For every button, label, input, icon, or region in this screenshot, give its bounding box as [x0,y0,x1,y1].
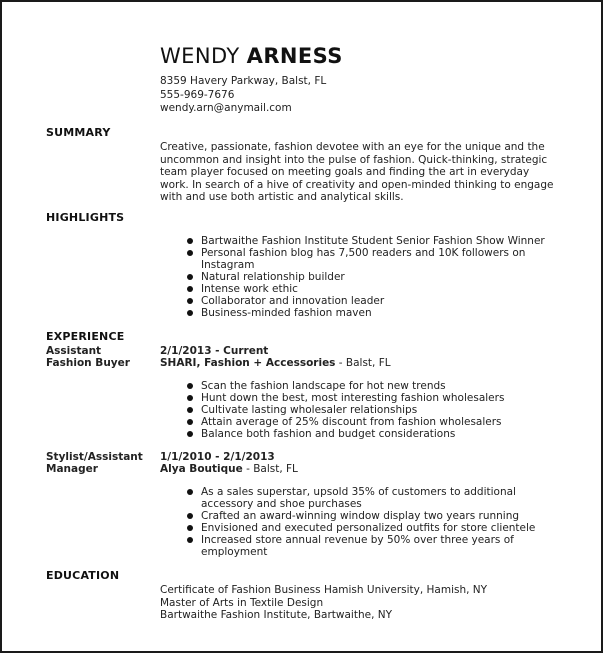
highlights-heading: HIGHLIGHTS [46,211,125,224]
job-dates: 2/1/2013 - Current [160,345,269,357]
job-bullets [160,380,560,440]
company-location: - Balst, FL [335,357,391,369]
company-name: Alya Boutique [160,463,243,475]
list-item: Attain average of 25% discount from fashion wholesalers [160,416,560,428]
summary-text: Creative, passionate, fashion devotee with an eye for the unique and the uncommon and insight into the pulse of fashion. Quick-thinking, strategic team player focused on meeting goals and finding the art in everyday work. In search of a hive of creativity and open-minded thinking to engage with and use both artistic and analytical skills. [160,141,554,203]
contact-block [160,75,326,116]
list-item: Personal fashion blog has 7,500 readers and 10K followers on Instagram [160,247,560,271]
highlights-list [160,235,560,319]
list-item: Envisioned and executed personalized outfits for store clientele [160,522,560,534]
last-name: ARNESS [246,44,343,68]
job-title: Assistant Fashion Buyer [46,345,130,369]
education-line: Bartwaithe Fashion Institute, Bartwaithe, NY [160,609,393,621]
job-meta [160,345,391,369]
company-location: - Balst, FL [242,463,298,475]
education-heading: EDUCATION [46,569,120,582]
list-item: Natural relationship builder [160,271,560,283]
list-item: Intense work ethic [160,283,560,295]
phone: 555-969-7676 [160,88,235,101]
first-name: WENDY [160,44,240,68]
candidate-name [160,44,343,68]
education-line: Certificate of Fashion Business Hamish University, Hamish, NY [160,584,488,596]
list-item: Crafted an award-winning window display two years running [160,510,560,522]
list-item: As a sales superstar, upsold 35% of customers to additional accessory and shoe purchases [160,486,560,510]
summary-heading: SUMMARY [46,126,111,139]
education-line: Master of Arts in Textile Design [160,596,324,609]
job-title: Stylist/Assistant Manager [46,451,143,475]
experience-heading: EXPERIENCE [46,330,125,343]
list-item: Collaborator and innovation leader [160,295,560,307]
list-item: Cultivate lasting wholesaler relationships [160,404,560,416]
list-item: Balance both fashion and budget considerations [160,428,560,440]
list-item: Hunt down the best, most interesting fashion wholesalers [160,392,560,404]
list-item: Increased store annual revenue by 50% over three years of employment [160,534,560,558]
list-item: Business-minded fashion maven [160,307,560,319]
email: wendy.arn@anymail.com [160,102,292,114]
list-item: Scan the fashion landscape for hot new trends [160,380,560,392]
list-item: Bartwaithe Fashion Institute Student Senior Fashion Show Winner [160,235,560,247]
education-block [160,584,487,622]
address: 8359 Havery Parkway, Balst, FL [160,75,327,87]
company-name: SHARI, Fashion + Accessories [160,357,336,369]
job-employer [160,463,298,475]
job-dates: 1/1/2010 - 2/1/2013 [160,451,275,463]
job-bullets [160,486,560,558]
job-meta [160,451,298,475]
job-employer [160,357,391,369]
